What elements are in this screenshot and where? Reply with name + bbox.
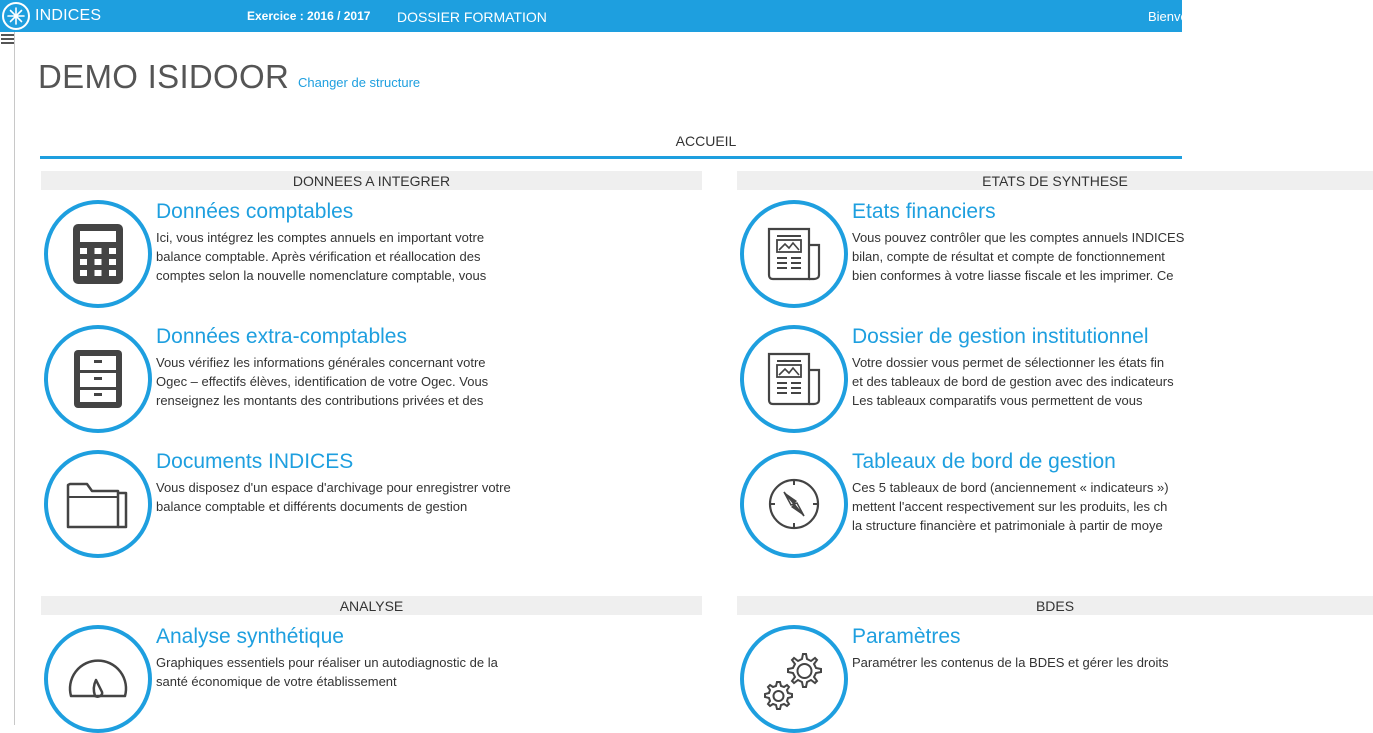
card-description [156, 478, 531, 516]
welcome-label: Bienvenue [1148, 9, 1210, 24]
desc-line: et des tableaux de bord de gestion avec des indicateurs [852, 374, 1174, 389]
desc-line: Paramétrer les contenus de la BDES et gérer les droits [852, 655, 1169, 670]
desc-line: Votre dossier vous permet de sélectionner les états fin [852, 355, 1165, 370]
card-icon-circle[interactable] [740, 625, 848, 733]
card-title[interactable]: Tableaux de bord de gestion [852, 450, 1116, 473]
desc-line: comptes selon la nouvelle nomenclature comptable, vous [156, 268, 487, 283]
report-document-icon [765, 225, 823, 283]
page-title: DEMO ISIDOOR [38, 58, 290, 95]
card-icon-circle[interactable] [44, 625, 152, 733]
card-icon-circle[interactable] [44, 450, 152, 558]
report-document-icon [765, 350, 823, 408]
card-title[interactable]: Documents INDICES [156, 450, 354, 473]
gears-icon [759, 646, 829, 712]
desc-line: Ici, vous intégrez les comptes annuels en important votre [156, 230, 485, 245]
tab-accueil[interactable]: ACCUEIL [675, 133, 737, 149]
card-icon-circle[interactable] [740, 325, 848, 433]
desc-line: la structure financière et patrimoniale à partir de moye [852, 518, 1163, 533]
desc-line: santé économique de votre établissement [156, 674, 397, 689]
card-icon-circle[interactable] [44, 325, 152, 433]
desc-line: balance comptable. Après vérification et réallocation des [156, 249, 481, 264]
card-description [852, 653, 1182, 672]
desc-line: Ogec – effectifs élèves, identification de votre Ogec. Vous [156, 374, 489, 389]
card-icon-circle[interactable] [740, 450, 848, 558]
section-etats-de-synthese: ETATS DE SYNTHESE [737, 171, 1373, 190]
card-icon-circle[interactable] [44, 200, 152, 308]
card-title[interactable]: Données extra-comptables [156, 325, 407, 348]
card-title[interactable]: Analyse synthétique [156, 625, 344, 648]
card-title[interactable]: Dossier de gestion institutionnel [852, 325, 1149, 348]
exercice-label[interactable]: Exercice : 2016 / 2017 [247, 9, 371, 23]
card-title[interactable]: Données comptables [156, 200, 354, 223]
desc-line: Les tableaux comparatifs vous permettent de vous [852, 393, 1143, 408]
desc-line: Vous pouvez contrôler que les comptes annuels INDICES [852, 230, 1185, 245]
desc-line: Vous disposez d'un espace d'archivage pour enregistrer votre [156, 480, 511, 495]
desc-line: bilan, compte de résultat et compte de fonctionnement [852, 249, 1165, 264]
folder-icon [66, 477, 130, 531]
card-description [156, 653, 531, 691]
dossier-label[interactable]: DOSSIER FORMATION [397, 9, 547, 25]
card-description [852, 478, 1182, 535]
card-icon-circle[interactable] [740, 200, 848, 308]
app-name: INDICES [35, 7, 102, 24]
compass-icon [767, 477, 821, 531]
desc-line: Vous vérifiez les informations générales concernant votre [156, 355, 486, 370]
compass-logo-icon [2, 2, 30, 30]
card-title[interactable]: Etats financiers [852, 200, 996, 223]
change-structure-link[interactable]: Changer de structure [298, 75, 421, 90]
top-bar [0, 0, 1210, 32]
section-bdes: BDES [737, 596, 1373, 615]
desc-line: Ces 5 tableaux de bord (anciennement « indicateurs ») [852, 480, 1169, 495]
card-title[interactable]: Paramètres [852, 625, 961, 648]
section-donnees-a-integrer: DONNEES A INTEGRER [41, 171, 702, 190]
left-divider [14, 32, 15, 725]
card-description [852, 353, 1182, 410]
menu-icon[interactable] [1, 34, 15, 46]
desc-line: Graphiques essentiels pour réaliser un autodiagnostic de la [156, 655, 498, 670]
desc-line: bien conformes à votre liasse fiscale et les imprimer. Ce [852, 268, 1174, 283]
desc-line: balance comptable et différents documents de gestion [156, 499, 468, 514]
card-description [852, 228, 1185, 285]
calculator-icon [71, 222, 125, 286]
desc-line: mettent l'accent respectivement sur les produits, les ch [852, 499, 1168, 514]
desc-line: renseignez les montants des contributions privées et des [156, 393, 484, 408]
card-description [156, 353, 531, 410]
section-analyse: ANALYSE [41, 596, 702, 615]
gauge-icon [65, 654, 131, 704]
card-description [156, 228, 531, 285]
app-logo[interactable] [0, 0, 101, 32]
filing-cabinet-icon [72, 348, 124, 410]
tab-underline [40, 156, 1182, 159]
